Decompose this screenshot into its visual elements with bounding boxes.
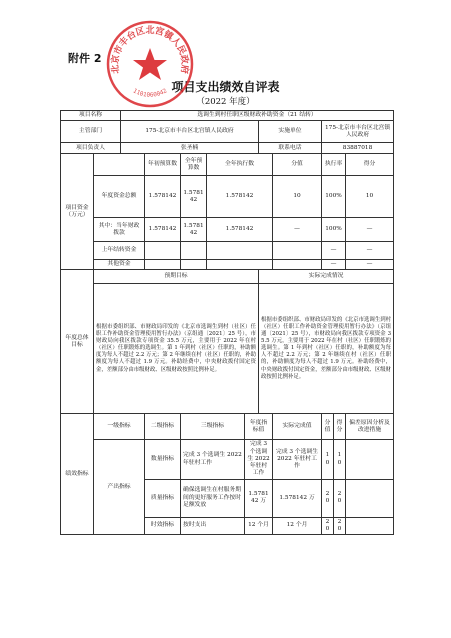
funds-row-rate: — — [322, 242, 346, 260]
impl-label: 实施单位 — [259, 121, 322, 143]
ind-header-points: 得分 — [334, 414, 346, 440]
ind-row-points: 20 — [334, 479, 346, 517]
project-name-value: 选调生到村任职区级财政补助资金（21 结转） — [121, 111, 394, 121]
ind-row-score: 20 — [322, 517, 334, 534]
funds-header-rate: 执行率 — [322, 154, 346, 176]
funds-row-name: 其中：当年财政拨款 — [94, 218, 145, 242]
funds-row-full: 1.578142 — [181, 176, 207, 218]
ind-row-score: 20 — [322, 479, 334, 517]
funds-row-rate: 100% — [322, 176, 346, 218]
ind-row-points: 20 — [334, 517, 346, 534]
ind-row-score: 10 — [322, 440, 334, 479]
funds-row-full — [181, 242, 207, 260]
goals-actual-header: 实际完成情况 — [259, 270, 394, 284]
funds-row-budget: 1.578142 — [145, 176, 181, 218]
ind-row-l3: 完成 3 个选调生 2022 年驻村工作 — [181, 440, 245, 479]
ind-row-l2: 质量指标 — [145, 479, 181, 517]
impl-value: 175-北京市丰台区北宫镇人民政府 — [322, 121, 394, 143]
funds-header-blank — [94, 154, 145, 176]
leader-value: 张圣楠 — [121, 143, 259, 154]
ind-output-label: 产出指标 — [94, 440, 145, 535]
funds-header-exec: 全年执行数 — [207, 154, 273, 176]
ind-row-l2: 时效指标 — [145, 517, 181, 534]
funds-row-score — [273, 242, 322, 260]
ind-row-target: 12 个月 — [245, 517, 273, 534]
ind-header-target: 年度指标值 — [245, 414, 273, 440]
ind-row-actual: 12 个月 — [273, 517, 322, 534]
annex-label: 附件 2 — [68, 52, 102, 65]
funds-row-budget — [145, 242, 181, 260]
funds-row-score: 10 — [273, 176, 322, 218]
funds-row-full — [181, 260, 207, 270]
funds-row-points: 10 — [346, 176, 394, 218]
funds-header-budget: 年初预算数 — [145, 154, 181, 176]
ind-row-actual: 1.578142 万 — [273, 479, 322, 517]
ind-row-target: 1.578142 万 — [245, 479, 273, 517]
evaluation-table — [60, 110, 394, 535]
ind-row-reason — [346, 517, 394, 534]
project-name-label: 项目名称 — [61, 111, 121, 121]
goals-label: 年度总体目标 — [61, 270, 94, 414]
goals-expected-header: 预期目标 — [94, 270, 259, 284]
funds-row-rate: — — [322, 260, 346, 270]
page-title: 项目支出绩效自评表 — [171, 80, 280, 94]
dept-label: 主管部门 — [61, 121, 121, 143]
funds-row-name: 上年结转资金 — [94, 242, 145, 260]
funds-row-points: — — [346, 260, 394, 270]
seal-text: 北京市丰台区北宫镇人民政府 — [110, 25, 190, 75]
ind-row-l3: 确保选调生在村服务期间的更好服务工作按时足额发放 — [181, 479, 245, 517]
funds-row-score — [273, 260, 322, 270]
funds-row-budget — [145, 260, 181, 270]
funds-row-name: 年度资金总额 — [94, 176, 145, 218]
funds-row-full: 1.578142 — [181, 218, 207, 242]
ind-row-l2: 数量指标 — [145, 440, 181, 479]
goals-expected-text: 根据市委组织部、市财政局印发的《北京市选调生到村（社区）任职工作补助资金管理使用暂行办法》（京组通〔2021〕25 号），市财政局向我区拨款专项资金 35.5 万元，主要用于 2022 年在村（社区）任职锻炼的选调生。第 1 年到村（社区）任职的，补助额度为每人不超过 2.2 万元；第 2 年继续在村（社区）任职的，补助额度为每人不超过 1.9 万元。补助经费中，中央财政拨付国定资金，差额部分由市级财政、区级财政按照比例补足。 — [94, 284, 259, 414]
funds-header-points: 得分 — [346, 154, 394, 176]
ind-header-l3: 三级指标 — [181, 414, 245, 440]
funds-row-rate: 100% — [322, 218, 346, 242]
funds-header-score: 分值 — [273, 154, 322, 176]
ind-header-l1: 一级指标 — [94, 414, 145, 440]
ind-row-target: 完成 3 个选调生 2022 年驻村工作 — [245, 440, 273, 479]
svg-text:北京市丰台区北宫镇人民政府 — [109, 24, 191, 75]
ind-row-actual: 完成 3 个选调生 2022 年驻村工作 — [273, 440, 322, 479]
ind-row-l3: 按时支出 — [181, 517, 245, 534]
phone-label: 联系电话 — [259, 143, 322, 154]
indicators-label: 绩效指标 — [61, 414, 94, 535]
funds-row-name: 其他资金 — [94, 260, 145, 270]
funds-header-full: 全年预算数 — [181, 154, 207, 176]
ind-row-points: 10 — [334, 440, 346, 479]
funds-row-exec — [207, 242, 273, 260]
ind-header-reason: 偏差原因分析及改进措施 — [346, 414, 394, 440]
ind-header-actual: 实际完成值 — [273, 414, 322, 440]
funds-row-exec: 1.578142 — [207, 218, 273, 242]
ind-header-l2: 二级指标 — [145, 414, 181, 440]
funds-row-score: — — [273, 218, 322, 242]
funds-row-exec: 1.578142 — [207, 176, 273, 218]
funds-row-points: — — [346, 242, 394, 260]
funds-row-exec — [207, 260, 273, 270]
ind-row-reason — [346, 479, 394, 517]
year-subtitle: （2022 年度） — [196, 97, 255, 107]
ind-row-reason — [346, 440, 394, 479]
dept-value: 175-北京市丰台区北宫镇人民政府 — [121, 121, 259, 143]
ind-header-score: 分值 — [322, 414, 334, 440]
goals-actual-text: 根据市委组织部、市财政局印发的《北京市选调生到村（社区）任职工作补助资金管理使用暂行办法》（京组通〔2021〕25 号），市财政局向我区拨款专项资金 35.5 万元，主要用于 2022 年在村（社区）任职锻炼的选调生。第 1 年到村（社区）任职的，补助额度为每人不超过 2.2 万元；第 2 年继续在村（社区）任职的，补助额度为每人不超过 1.9 万元。补助经费中，中央财政拨付国定资金，差额部分由市级财政、区级财政按照比例补足。 — [259, 284, 394, 414]
funds-row-points: — — [346, 218, 394, 242]
phone-value: 83887018 — [322, 143, 394, 154]
funds-label: 项目资金（万元） — [61, 154, 94, 270]
funds-row-budget: 1.578142 — [145, 218, 181, 242]
seal-code: 1101060042 — [131, 87, 169, 99]
leader-label: 项目负责人 — [61, 143, 121, 154]
